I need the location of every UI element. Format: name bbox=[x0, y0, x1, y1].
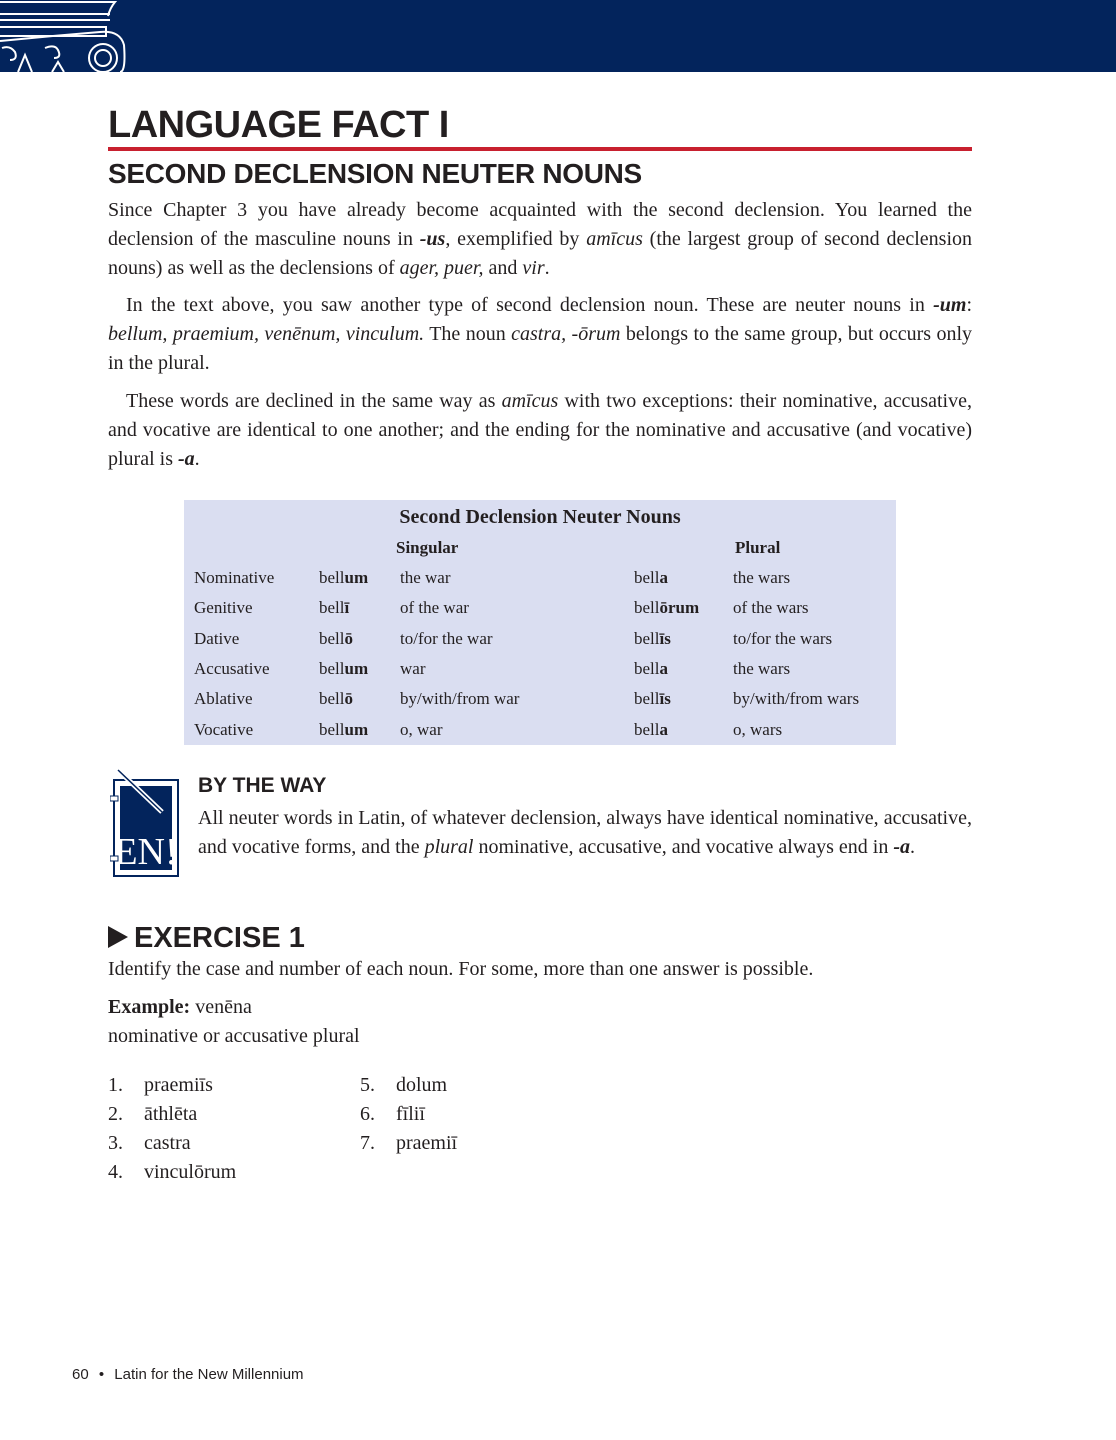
singular-translation: war bbox=[400, 658, 426, 678]
case-label: Accusative bbox=[194, 658, 270, 678]
text-segment: vir bbox=[522, 257, 545, 279]
text-segment: (the largest group of second declension nouns) as well as the declensions of bbox=[108, 228, 972, 279]
text-segment: Since Chapter 3 you have already become acquainted with the second declension. You learned the declension of the masculine nouns in bbox=[108, 199, 972, 250]
svg-text:EN!: EN! bbox=[114, 831, 178, 873]
table-row bbox=[184, 720, 896, 750]
example-answer: nominative or accusative plural bbox=[108, 1025, 360, 1047]
item-number: 1. bbox=[108, 1074, 123, 1096]
paragraph-1 bbox=[108, 196, 972, 283]
table-row bbox=[184, 629, 896, 659]
plural-form: bella bbox=[634, 658, 668, 678]
plural-translation: by/with/from wars bbox=[733, 689, 860, 709]
text-segment: : bbox=[966, 294, 972, 316]
plural-form: bellōrum bbox=[634, 598, 700, 618]
item-word: dolum bbox=[396, 1074, 448, 1096]
table-row bbox=[184, 689, 896, 719]
item-number: 3. bbox=[108, 1132, 123, 1154]
singular-translation: of the war bbox=[400, 598, 469, 618]
item-number: 7. bbox=[360, 1132, 375, 1154]
text-segment: belongs to the same group, but occurs only in the plural. bbox=[108, 323, 973, 374]
singular-form: bellī bbox=[319, 598, 350, 618]
case-label: Vocative bbox=[194, 719, 254, 739]
text-segment: and bbox=[483, 257, 523, 279]
text-segment: These words are declined in the same way as bbox=[126, 390, 502, 412]
text-segment: -us bbox=[419, 228, 446, 250]
item-number: 6. bbox=[360, 1103, 375, 1125]
exercise-instruction: Identify the case and number of each noun. For some, more than one answer is possible. bbox=[108, 958, 814, 980]
text-segment: The noun bbox=[424, 323, 512, 345]
section-subtitle: SECOND DECLENSION NEUTER NOUNS bbox=[108, 158, 642, 189]
text-segment: . bbox=[194, 448, 200, 470]
by-the-way-text bbox=[198, 804, 972, 862]
item-word: vinculōrum bbox=[144, 1161, 237, 1183]
text-segment: . bbox=[910, 836, 916, 858]
text-segment: with two exceptions: their nominative, accusative, and vocative are identical to one another; and the ending for the nominative and accusative (and vocative) plural is bbox=[108, 390, 972, 470]
plural-form: bellīs bbox=[634, 689, 671, 709]
table-title: Second Declension Neuter Nouns bbox=[399, 506, 681, 528]
text-segment: ager, puer, bbox=[399, 257, 484, 279]
text-segment: , exemplified by bbox=[445, 228, 587, 250]
table-row bbox=[184, 568, 896, 598]
plural-translation: the wars bbox=[733, 568, 791, 587]
by-the-way-title: BY THE WAY bbox=[198, 774, 327, 797]
table-row bbox=[184, 598, 896, 628]
page-footer bbox=[72, 1366, 304, 1383]
paragraph-3 bbox=[108, 387, 972, 474]
play-triangle-icon bbox=[108, 926, 128, 948]
paragraph-2 bbox=[108, 291, 972, 378]
book-title: Latin for the New Millennium bbox=[114, 1366, 304, 1383]
singular-translation: o, war bbox=[400, 719, 443, 739]
item-word: castra bbox=[144, 1132, 191, 1154]
item-word: praemiī bbox=[396, 1132, 458, 1154]
singular-translation: by/with/from war bbox=[400, 689, 520, 709]
item-word: āthlēta bbox=[144, 1103, 198, 1125]
header-banner bbox=[0, 0, 1116, 72]
title-rule bbox=[108, 147, 972, 151]
example-label: Example: bbox=[108, 996, 191, 1018]
plural-form: bellīs bbox=[634, 628, 671, 648]
exercise-title: EXERCISE 1 bbox=[108, 922, 305, 955]
singular-form: bellum bbox=[319, 658, 369, 678]
text-segment: -um bbox=[933, 294, 967, 316]
singular-header: Singular bbox=[396, 538, 459, 557]
text-segment: amīcus bbox=[586, 228, 643, 250]
case-label: Ablative bbox=[194, 689, 253, 709]
plural-translation: o, wars bbox=[733, 719, 783, 739]
item-word: praemiīs bbox=[144, 1074, 213, 1096]
text-segment: . bbox=[544, 257, 550, 279]
singular-translation: the war bbox=[400, 568, 451, 587]
case-label: Nominative bbox=[194, 568, 275, 587]
en-book-icon bbox=[110, 768, 182, 878]
text-segment: amīcus bbox=[501, 390, 559, 412]
page-number: 60 bbox=[72, 1366, 89, 1383]
case-label: Dative bbox=[194, 628, 240, 648]
singular-form: bellum bbox=[319, 719, 369, 739]
item-number: 4. bbox=[108, 1161, 123, 1183]
text-segment: castra, -ōrum bbox=[511, 323, 621, 345]
text-segment: bellum, praemium, venēnum, vinculum. bbox=[108, 323, 425, 345]
plural-translation: to/for the wars bbox=[733, 628, 833, 648]
text-segment: In the text above, you saw another type of second declension noun. These are neuter nouns in bbox=[126, 294, 934, 316]
declension-table bbox=[184, 500, 896, 745]
singular-form: bellō bbox=[319, 689, 353, 709]
text-segment: All neuter words in Latin, of whatever declension, always have identical nominative, accusative, and vocative forms, and the bbox=[198, 807, 972, 858]
footer-separator: • bbox=[98, 1366, 105, 1383]
case-label: Genitive bbox=[194, 598, 253, 618]
plural-form: bella bbox=[634, 568, 668, 587]
singular-translation: to/for the war bbox=[400, 628, 493, 648]
exercise-example bbox=[108, 996, 252, 1019]
text-segment: -a bbox=[893, 836, 911, 858]
text-segment: nominative, accusative, and vocative always end in bbox=[473, 836, 894, 858]
plural-translation: the wars bbox=[733, 658, 791, 678]
plural-header: Plural bbox=[735, 538, 781, 557]
singular-form: bellum bbox=[319, 568, 369, 587]
table-row bbox=[184, 659, 896, 689]
plural-translation: of the wars bbox=[733, 598, 809, 618]
text-segment: plural bbox=[424, 836, 474, 858]
plural-form: bella bbox=[634, 719, 668, 739]
item-word: fīliī bbox=[396, 1103, 425, 1125]
ionic-column-capital-icon bbox=[0, 0, 130, 72]
example-word: venēna bbox=[190, 996, 252, 1018]
singular-form: bellō bbox=[319, 628, 353, 648]
section-title: LANGUAGE FACT I bbox=[108, 104, 449, 146]
text-segment: -a bbox=[178, 448, 195, 470]
item-number: 5. bbox=[360, 1074, 375, 1096]
item-number: 2. bbox=[108, 1103, 123, 1125]
